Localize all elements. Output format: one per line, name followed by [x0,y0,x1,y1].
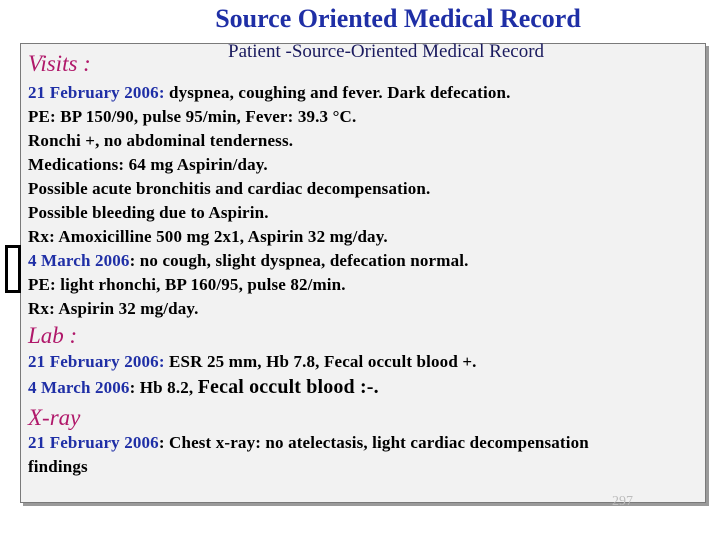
visit-line [28,275,346,295]
lab-text: ESR 25 mm, Hb 7.8, Fecal occult blood +. [164,352,477,371]
xray-date: 21 February 2006 [28,433,159,452]
visit-line [28,179,430,199]
visit-text: dyspnea, coughing and fever. Dark defecation. [164,83,511,102]
lab-date: 21 February 2006: [28,352,165,371]
lab-text: : Hb 8.2, [129,378,198,397]
visit-text: Rx: Aspirin 32 mg/day. [28,299,199,318]
lab-line [28,376,379,399]
visit-line [28,203,269,223]
visit-text: Possible bleeding due to Aspirin. [28,203,269,222]
visit-date: 4 March 2006 [28,251,130,270]
xray-text: : Chest x-ray: no atelectasis, light cardiac decompensation [158,433,589,452]
lab-date: 4 March 2006 [28,378,130,397]
lab-heading: Lab : [28,323,78,348]
visit-line [28,83,510,103]
page-number: 297 [612,494,633,509]
xray-line [28,433,589,453]
visit-line [28,131,293,151]
frame-bracket [5,245,21,293]
visit-text: : no cough, slight dyspnea, defecation normal. [129,251,469,270]
visit-text: PE: BP 150/90, pulse 95/min, Fever: 39.3 °C. [28,107,357,126]
xray-text: findings [28,457,88,476]
visit-text: Rx: Amoxicilline 500 mg 2x1, Aspirin 32 mg/day. [28,227,388,246]
visits-heading: Visits : [28,51,91,76]
visit-date: 21 February 2006: [28,83,165,102]
visit-text: Medications: 64 mg Aspirin/day. [28,155,268,174]
record-subtitle: Patient -Source-Oriented Medical Record [228,41,545,62]
xray-line [28,457,88,477]
visit-line [28,107,356,127]
visit-line [28,227,388,247]
visit-text: Possible acute bronchitis and cardiac decompensation. [28,179,431,198]
visit-text: PE: light rhonchi, BP 160/95, pulse 82/min. [28,275,346,294]
slide-title: Source Oriented Medical Record [215,4,581,33]
visit-line [28,155,268,175]
lab-line [28,352,477,372]
visit-text: Ronchi +, no abdominal tenderness. [28,131,294,150]
visit-line [28,299,199,319]
xray-heading: X-ray [28,405,81,430]
visit-line [28,251,469,271]
lab-text-large: Fecal occult blood :-. [197,376,379,398]
